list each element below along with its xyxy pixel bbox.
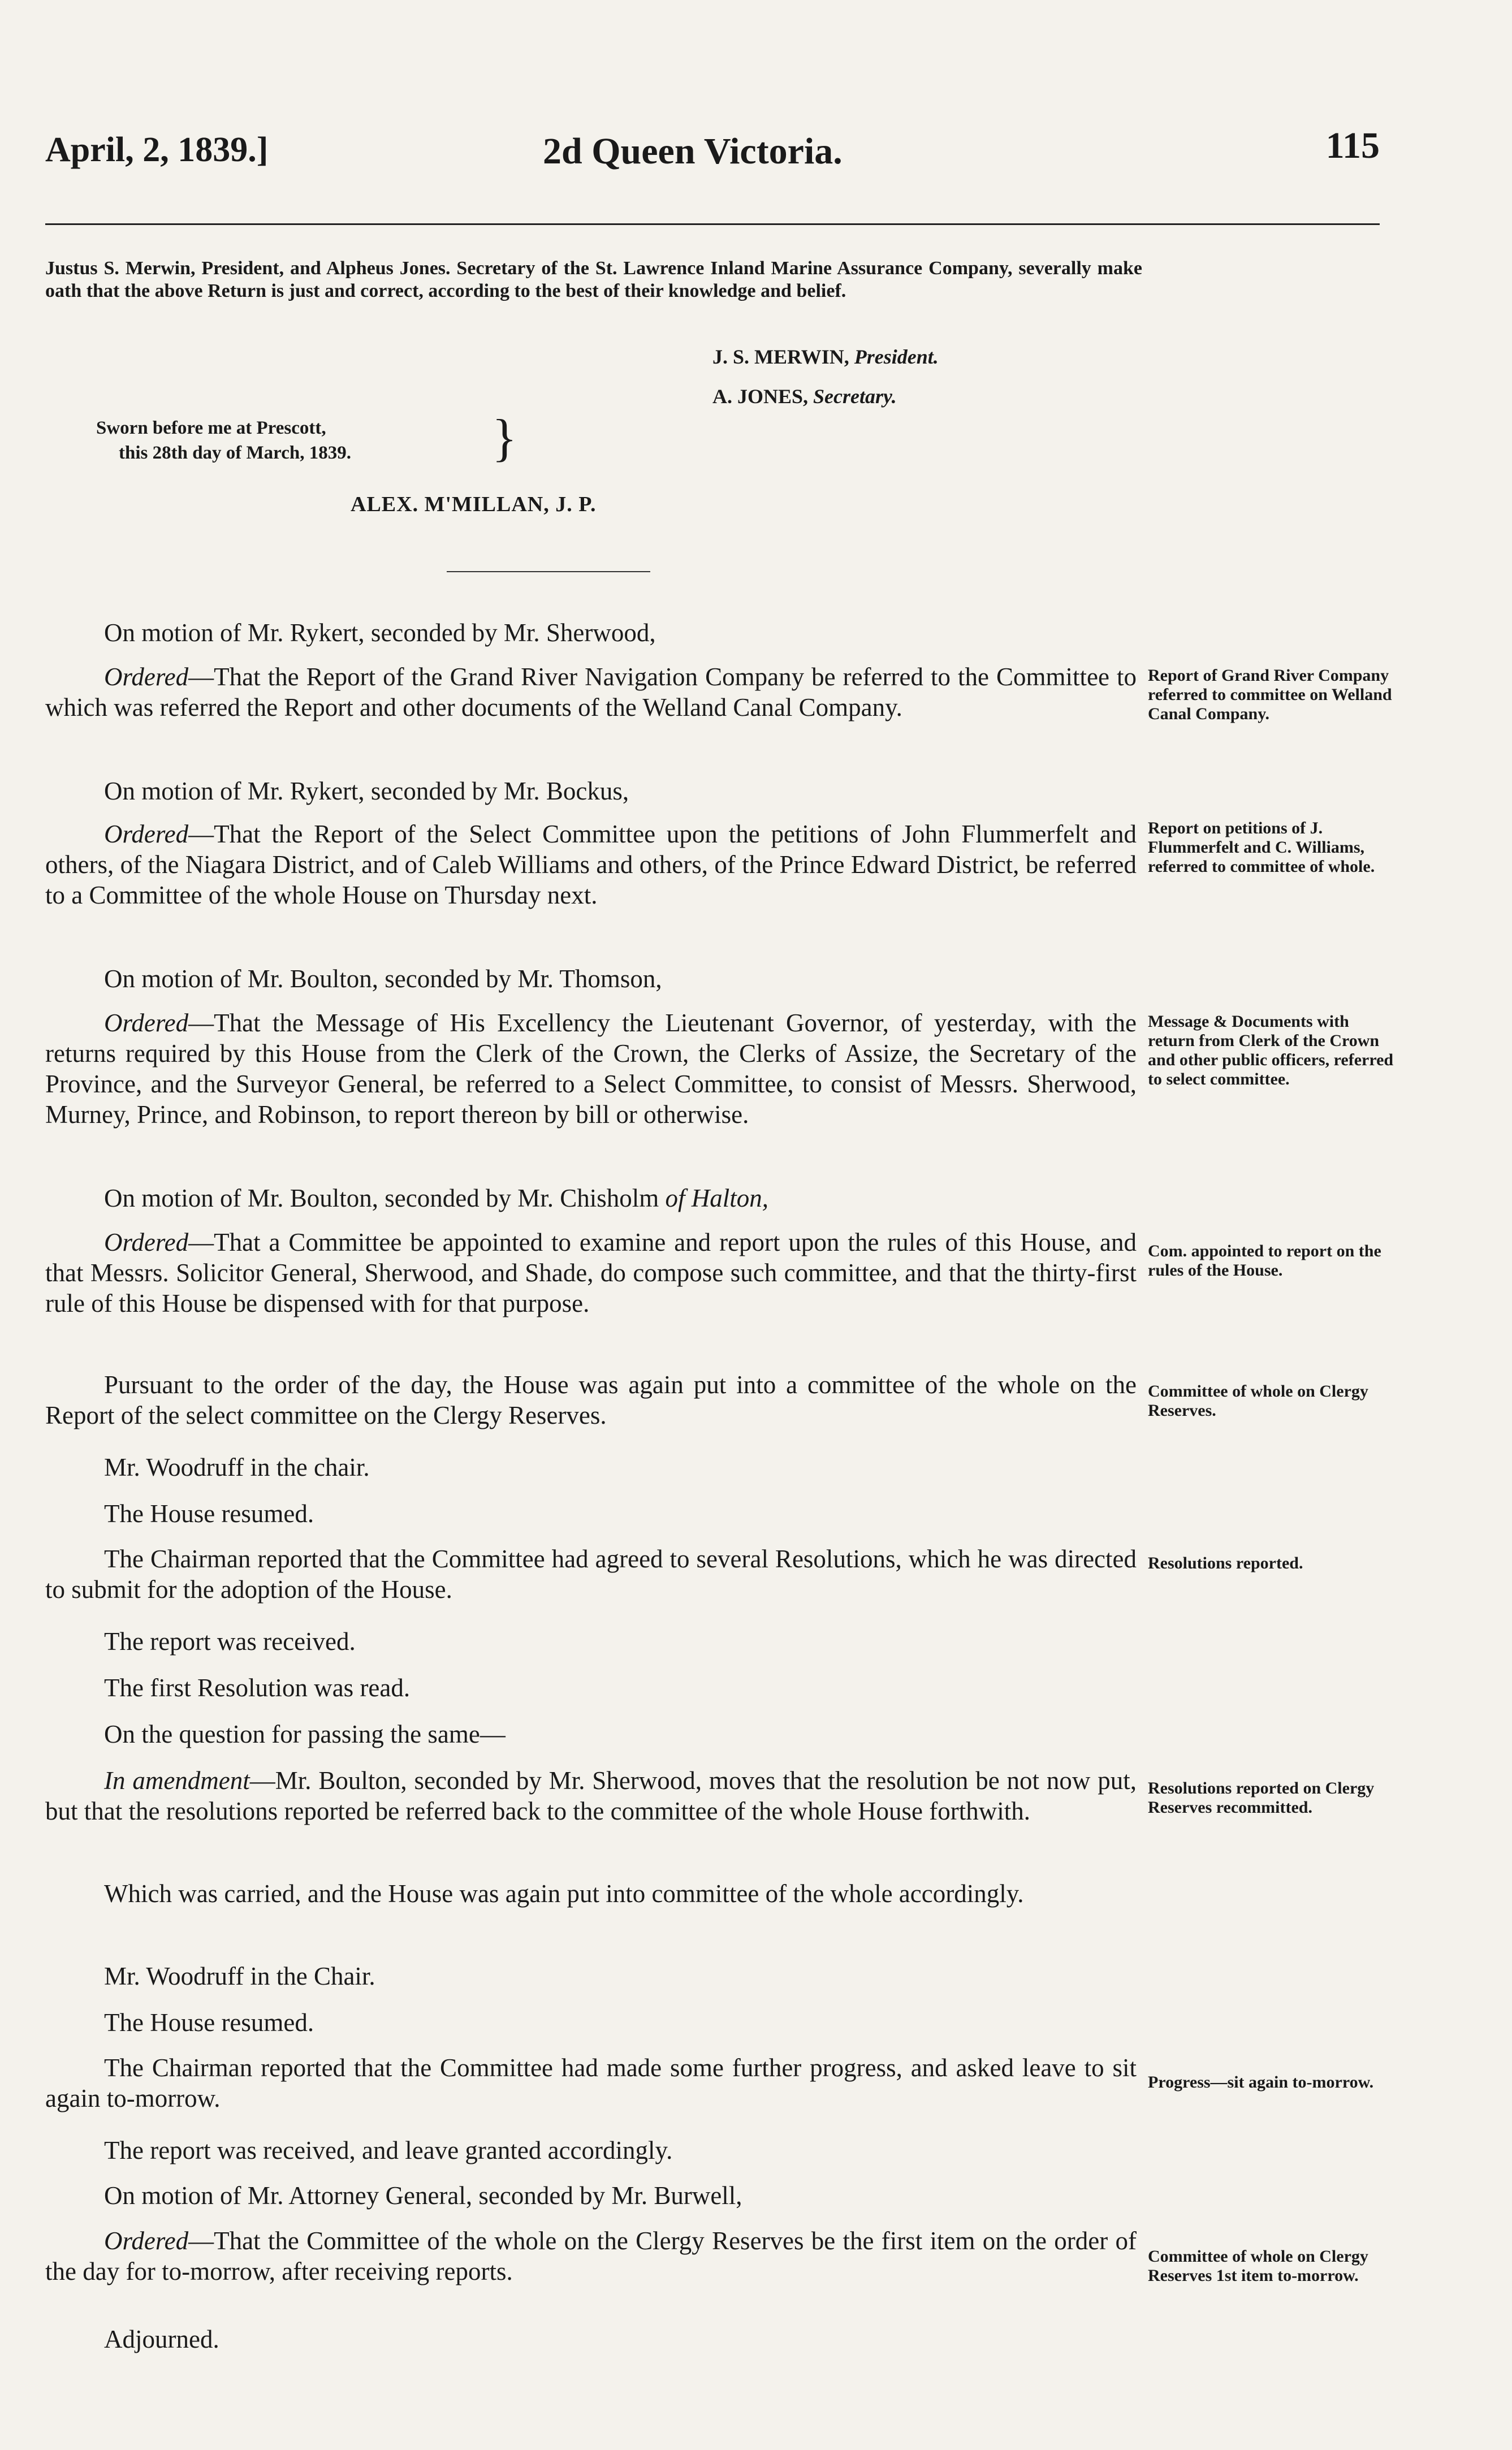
brace-glyph: } [492,409,517,466]
signer1-name: J. S. MERWIN, [712,345,849,368]
header-title: 2d Queen Victoria. [543,131,843,172]
report-received-2: The report was received, and leave granted accordingly. [104,2136,673,2164]
signature-president [712,345,939,369]
carried-entry: Which was carried, and the House was again put into committee of the whole accordingly. [104,1879,1024,1908]
ordered-text: —That a Committee be appointed to examine and report upon the rules of this House, and that Messrs. Solicitor General, Sherwood, and Shade, do compose such committee, and that the thirty-first rule of this House be dispensed with for that purpose. [45,1228,1137,1317]
order-message-governor [45,1008,1137,1130]
amendment-label: In amendment [104,1766,250,1795]
chairman-report-1: The Chairman reported that the Committee had agreed to several Resolutions, which he was directed to submit for the adoption of the House. [45,1545,1137,1604]
header-rule [45,223,1380,225]
motion-text: On motion of Mr. Boulton, seconded by Mr. Chisholm [104,1184,659,1212]
signer2-title: Secretary. [813,385,897,408]
signer2-name: A. JONES, [712,385,809,408]
margin-note-clergy: Committee of whole on Clergy Reserves. [1148,1382,1368,1420]
clergy-committee-entry: Pursuant to the order of the day, the House was again put into a committee of the whole on the Report of the select committee on the Clergy Reserves. [45,1371,1137,1429]
ordered-text: —That the Report of the Select Committee upon the petitions of John Flummerfelt and others, of the Niagara District, and of Caleb Williams and others, of the Prince Edward District, be referred to a Committee of the whole House on Thursday next. [45,820,1137,909]
report-received-1: The report was received. [104,1627,356,1656]
adjourned: Adjourned. [104,2325,219,2353]
question-passing: On the question for passing the same— [104,1720,506,1748]
ordered-text: —That the Message of His Excellency the Lieutenant Governor, of yesterday, with the returns required by this House from the Clerk of the Crown, the Clerks of Assize, the Secretary of the Province, and the Surveyor General, be referred to a Select Committee, to consist of Messrs. Sherwood, Murney, Prince, and Robinson, to report thereon by bill or otherwise. [45,1009,1137,1129]
house-resumed-1: The House resumed. [104,1500,314,1528]
chairman-report-2: The Chairman reported that the Committee had made some further progress, and asked leave to sit again to-morrow. [45,2054,1137,2112]
ordered-label: Ordered [104,1228,189,1256]
margin-note-resolutions: Resolutions reported. [1148,1554,1303,1572]
chair-entry-1: Mr. Woodruff in the chair. [104,1453,370,1481]
order-flummerfelt [45,819,1137,910]
sworn-line-2: this 28th day of March, 1839. [119,443,351,463]
chair-entry-2: Mr. Woodruff in the Chair. [104,1962,375,1990]
margin-note-progress: Progress—sit again to-morrow. [1148,2073,1374,2092]
margin-note-message: Message & Documents with return from Clerk of the Crown and other public officers, referred to select committee. [1148,1012,1394,1088]
justice-signature: ALEX. M'MILLAN, J. P. [351,492,597,516]
sworn-statement [96,416,351,465]
motion-attorney-general: On motion of Mr. Attorney General, seconded by Mr. Burwell, [104,2181,742,2210]
margin-note-grand-river: Report of Grand River Company referred to committee on Welland Canal Company. [1148,666,1392,723]
section-rule [447,571,650,572]
motion-boulton-thomson: On motion of Mr. Boulton, seconded by Mr. Thomson, [104,965,662,993]
margin-note-first-item: Committee of whole on Clergy Reserves 1st item to-morrow. [1148,2247,1368,2285]
running-header [45,119,1380,181]
ordered-text: —That the Committee of the whole on the Clergy Reserves be the first item on the order of the day for to-morrow, after receiving reports. [45,2227,1137,2285]
margin-note-rules: Com. appointed to report on the rules of the House. [1148,1242,1381,1280]
page-number: 115 [1325,125,1380,166]
signature-secretary [712,384,897,408]
ordered-label: Ordered [104,2227,189,2255]
amendment-text: —Mr. Boulton, seconded by Mr. Sherwood, moves that the resolution be not now put, but that the resolutions reported be referred back to the committee of the whole House forthwith. [45,1766,1137,1825]
first-resolution-read: The first Resolution was read. [104,1674,411,1702]
order-clergy-first-item [45,2226,1137,2287]
amendment-boulton [45,1765,1137,1826]
motion-italic: of Halton, [665,1184,769,1212]
ordered-text: —That the Report of the Grand River Navigation Company be referred to the Committee to which was referred the Report and other documents of the Welland Canal Company. [45,663,1137,721]
affidavit-text: Justus S. Merwin, President, and Alpheus Jones. Secretary of the St. Lawrence Inland Marine Assurance Company, severally make oath that the above Return is just and correct, according to the best of their knowledge and belief. [45,258,1142,301]
motion-rykert-sherwood: On motion of Mr. Rykert, seconded by Mr. Sherwood, [104,619,656,647]
ordered-label: Ordered [104,820,189,848]
sworn-line-1: Sworn before me at Prescott, [96,418,326,438]
margin-note-recommitted: Resolutions reported on Clergy Reserves recommitted. [1148,1779,1375,1817]
order-grand-river [45,662,1137,723]
header-date: April, 2, 1839.] [45,131,269,169]
signer1-title: President. [854,345,939,368]
motion-rykert-bockus: On motion of Mr. Rykert, seconded by Mr. Bockus, [104,777,629,805]
order-rules-committee [45,1227,1137,1319]
ordered-label: Ordered [104,663,189,691]
house-resumed-2: The House resumed. [104,2008,314,2037]
margin-note-petitions: Report on petitions of J. Flummerfelt and C. Williams, referred to committee of whole. [1148,819,1375,876]
motion-boulton-chisholm [45,1183,1137,1213]
ordered-label: Ordered [104,1009,189,1037]
